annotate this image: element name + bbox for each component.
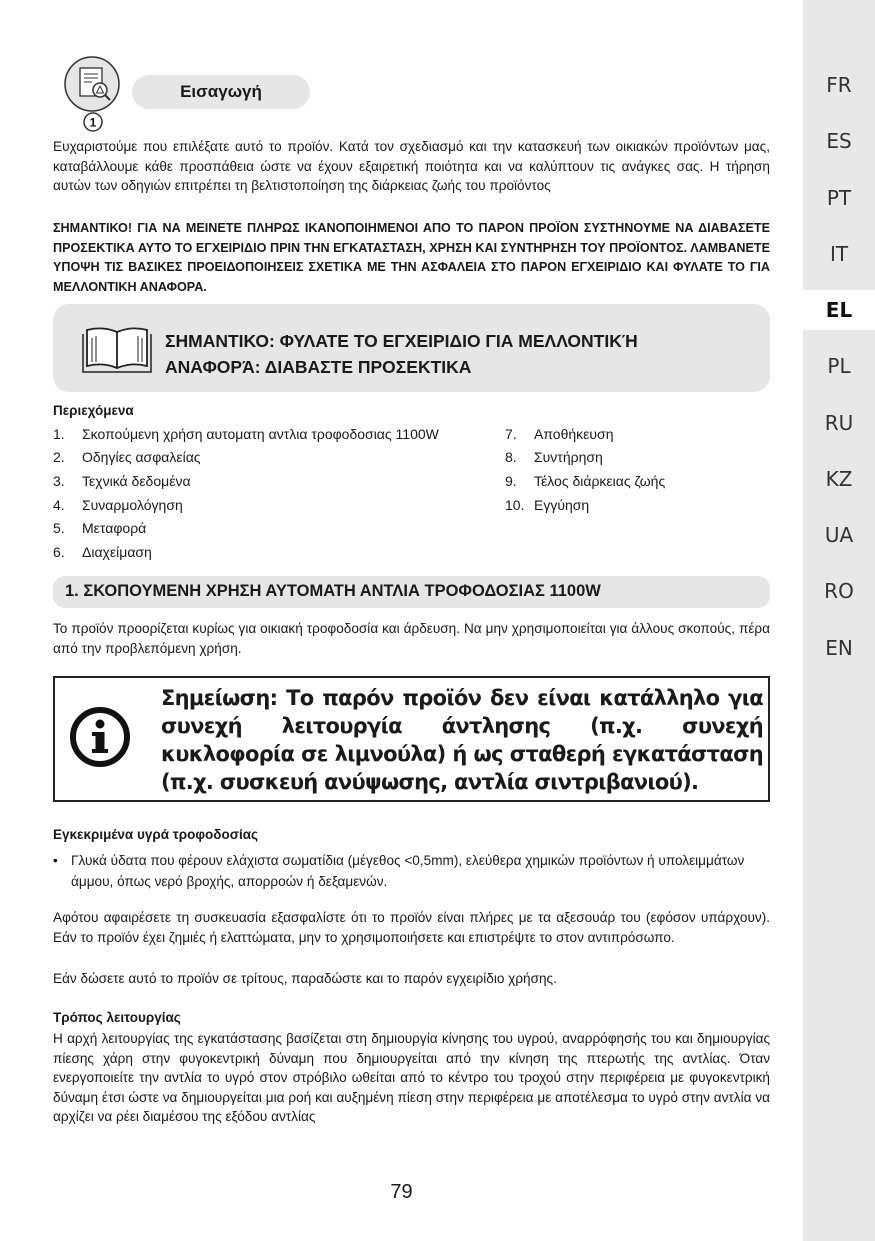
language-tab-it[interactable]: IT [829, 242, 849, 266]
intro-heading: Εισαγωγή [132, 75, 310, 109]
contents-title: Περιεχόμενα [53, 403, 134, 418]
language-tab-en[interactable]: EN [825, 636, 853, 660]
info-icon [69, 706, 131, 768]
language-tab-ru[interactable]: RU [824, 411, 854, 435]
toc-label: Μεταφορά [82, 520, 147, 536]
language-tab-pt[interactable]: PT [826, 186, 852, 210]
toc-label: Συντήρηση [534, 449, 603, 465]
note-text: Σημείωση: Το παρόν προϊόν δεν είναι κατάλληλο για συνεχή λειτουργία άντλησης (π.χ. συνεχή κυκλοφορία σε λιμνούλα) ή ως σταθερή εγκατάσταση (π.χ. συσκευή ανύψωσης, αντλία σιντριβανιού). [161, 686, 763, 794]
toc-number: 2. [53, 449, 65, 465]
important-line-1: ΣΗΜΑΝΤΙΚΟ: ΦΥΛΑΤΕ ΤΟ ΕΓΧΕΙΡΙΔΙΟ ΓΙΑ ΜΕΛΛΟΝΤΙΚΉ [165, 331, 638, 351]
toc-label: Σκοπούμενη χρήση αυτοματη αντλια τροφοδοσιας 1100W [82, 426, 439, 442]
toc-number: 8. [505, 449, 517, 465]
toc-label: Διαχείμαση [82, 544, 152, 560]
toc-number: 5. [53, 520, 65, 536]
language-tab-ua[interactable]: UA [824, 523, 854, 547]
important-line-2: ΑΝΑΦΟΡΆ: ΔΙΑΒΑΣΤΕ ΠΡΟΣΕΚΤΙΚΑ [165, 357, 472, 377]
toc-number: 10. [505, 497, 525, 513]
operation-paragraph: Η αρχή λειτουργίας της εγκατάστασης βασίζεται στη δημιουργία κίνησης του υγρού, αναρρόφησής του και δημιουργίας πίεσης χάρη στην φυγοκεντρική δύναμη που δημιουργείται από την κίνηση της πτερωτής της αντλίας. Όταν ενεργοποιείτε την αντλία το υγρό στον στρόβιλο ωθείται από το κέντρο του τροχού στην περιφέρεια με φυγοκεντρική δύναμη έτσι ώστε να δημιουργείται μια ροή και αυξημένη πίεση στην περιφέρεια με αποτέλεσμα το υγρό στην αντλία να αρχίζει να ρέει διαμέσου της εξόδου αντλίας [53, 1031, 770, 1124]
toc-number: 9. [505, 473, 517, 489]
toc-number: 4. [53, 497, 65, 513]
approved-fluids-title: Εγκεκριμένα υγρά τροφοδοσίας [53, 827, 259, 842]
toc-number: 7. [505, 426, 517, 442]
toc-number: 6. [53, 544, 65, 560]
toc-number: 1. [53, 426, 65, 442]
document-warning-icon [62, 56, 124, 136]
toc-label: Αποθήκευση [534, 426, 614, 442]
toc-label: Συναρμολόγηση [82, 497, 183, 513]
page-number: 79 [390, 1181, 413, 1203]
bullet-dot: • [53, 853, 58, 868]
important-notice-box [53, 304, 770, 392]
open-book-icon [81, 322, 153, 374]
bullet-text: Γλυκά ύδατα που φέρουν ελάχιστα σωματίδια (μέγεθος <0,5mm), ελεύθερα χημικών προϊόντων ή υπολειμμάτων άμμου, όπως νερό βροχής, απορροών ή δεξαμενών. [71, 853, 745, 889]
third-party-paragraph: Εάν δώσετε αυτό το προϊόν σε τρίτους, παραδώστε και το παρόν εγχειρίδιο χρήσης. [53, 971, 557, 986]
language-tab-es[interactable]: ES [826, 129, 852, 153]
toc-label: Οδηγίες ασφαλείας [82, 449, 201, 465]
step-number: 1 [89, 115, 97, 130]
language-tab-ro[interactable]: RO [824, 579, 854, 603]
toc-label: Τέλος διάρκειας ζωής [534, 473, 666, 489]
note-box [53, 676, 770, 802]
intro-warning: ΣΗΜΑΝΤΙΚΟ! ΓΙΑ ΝΑ ΜΕΙΝΕΤΕ ΠΛΗΡΩΣ ΙΚΑΝΟΠΟΙΗΜΕΝΟΙ ΑΠΟ ΤΟ ΠΑΡΟΝ ΠΡΟΪΟΝ ΣΥΣΤΗΝΟΥΜΕ ΝΑ ΔΙΑΒΑΣΕΤΕ ΠΡΟΣΕΚΤΙΚΑ ΑΥΤΟ ΤΟ ΕΓΧΕΙΡΙΔΙΟ ΠΡΙΝ ΤΗΝ ΕΓΚΑΤΑΣΤΑΣΗ, ΧΡΗΣΗ ΚΑΙ ΣΥΝΤΗΡΗΣΗ ΤΟΥ ΠΡΟΪΟΝΤΟΣ. ΛΑΜΒΑΝΕΤΕ ΥΠΟΨΗ ΤΙΣ ΒΑΣΙΚΕΣ ΠΡΟΕΙΔΟΠΟΙΗΣΕΙΣ ΣΧΕΤΙΚΑ ΜΕ ΤΗΝ ΑΣΦΑΛΕΙΑ ΣΤΟ ΠΑΡΟΝ ΕΓΧΕΙΡΙΔΙΟ ΚΑΙ ΦΥΛΑΤΕ ΤΟ ΓΙΑ ΜΕΛΛΟΝΤΙΚΗ ΑΝΑΦΟΡΑ. [53, 221, 770, 294]
toc-label: Τεχνικά δεδομένα [82, 473, 191, 489]
toc-number: 3. [53, 473, 65, 489]
language-tab-kz[interactable]: KZ [825, 467, 853, 491]
unpacking-paragraph: Αφότου αφαιρέσετε τη συσκευασία εξασφαλίστε ότι το προϊόν είναι πλήρες με τα αξεσουάρ του (εφόσον υπάρχουν). Εάν το προϊόν έχει ζημιές ή ελαττώματα, μην το χρησιμοποιήσετε και επιστρέψτε το στον αντιπρόσωπο. [53, 910, 770, 945]
language-tab-pl[interactable]: PL [827, 354, 851, 378]
intended-use-paragraph: Το προϊόν προορίζεται κυρίως για οικιακή τροφοδοσία και άρδευση. Να μην χρησιμοποιείται για άλλους σκοπούς, πέρα από την προβλεπόμενη χρήση. [53, 621, 770, 656]
intro-paragraph: Ευχαριστούμε που επιλέξατε αυτό το προϊόν. Κατά τον σχεδιασμό και την κατασκευή των οικιακών προϊόντων μας, καταβάλλουμε κάθε προσπάθεια ώστε να έχουν εξαιρετική ποιότητα και να καλύπτουν τις ανάγκες σας. Η τήρηση αυτών των οδηγιών επιτρέπει τη βελτιστοποίηση της διάρκειας ζωής του προϊόντος [53, 139, 770, 193]
operation-title: Τρόπος λειτουργίας [53, 1010, 181, 1025]
toc-label: Εγγύηση [534, 497, 590, 513]
language-sidebar [803, 0, 875, 1241]
section-1-title: 1. ΣΚΟΠΟΥΜΕΝΗ ΧΡΗΣΗ ΑΥΤΟΜΑΤΗ ΑΝΤΛΙΑ ΤΡΟΦΟΔΟΣΙΑΣ 1100W [65, 582, 601, 600]
language-tab-fr[interactable]: FR [826, 73, 852, 97]
language-tab-el-active[interactable]: EL [803, 290, 875, 330]
section-1-heading-bar [53, 576, 770, 608]
